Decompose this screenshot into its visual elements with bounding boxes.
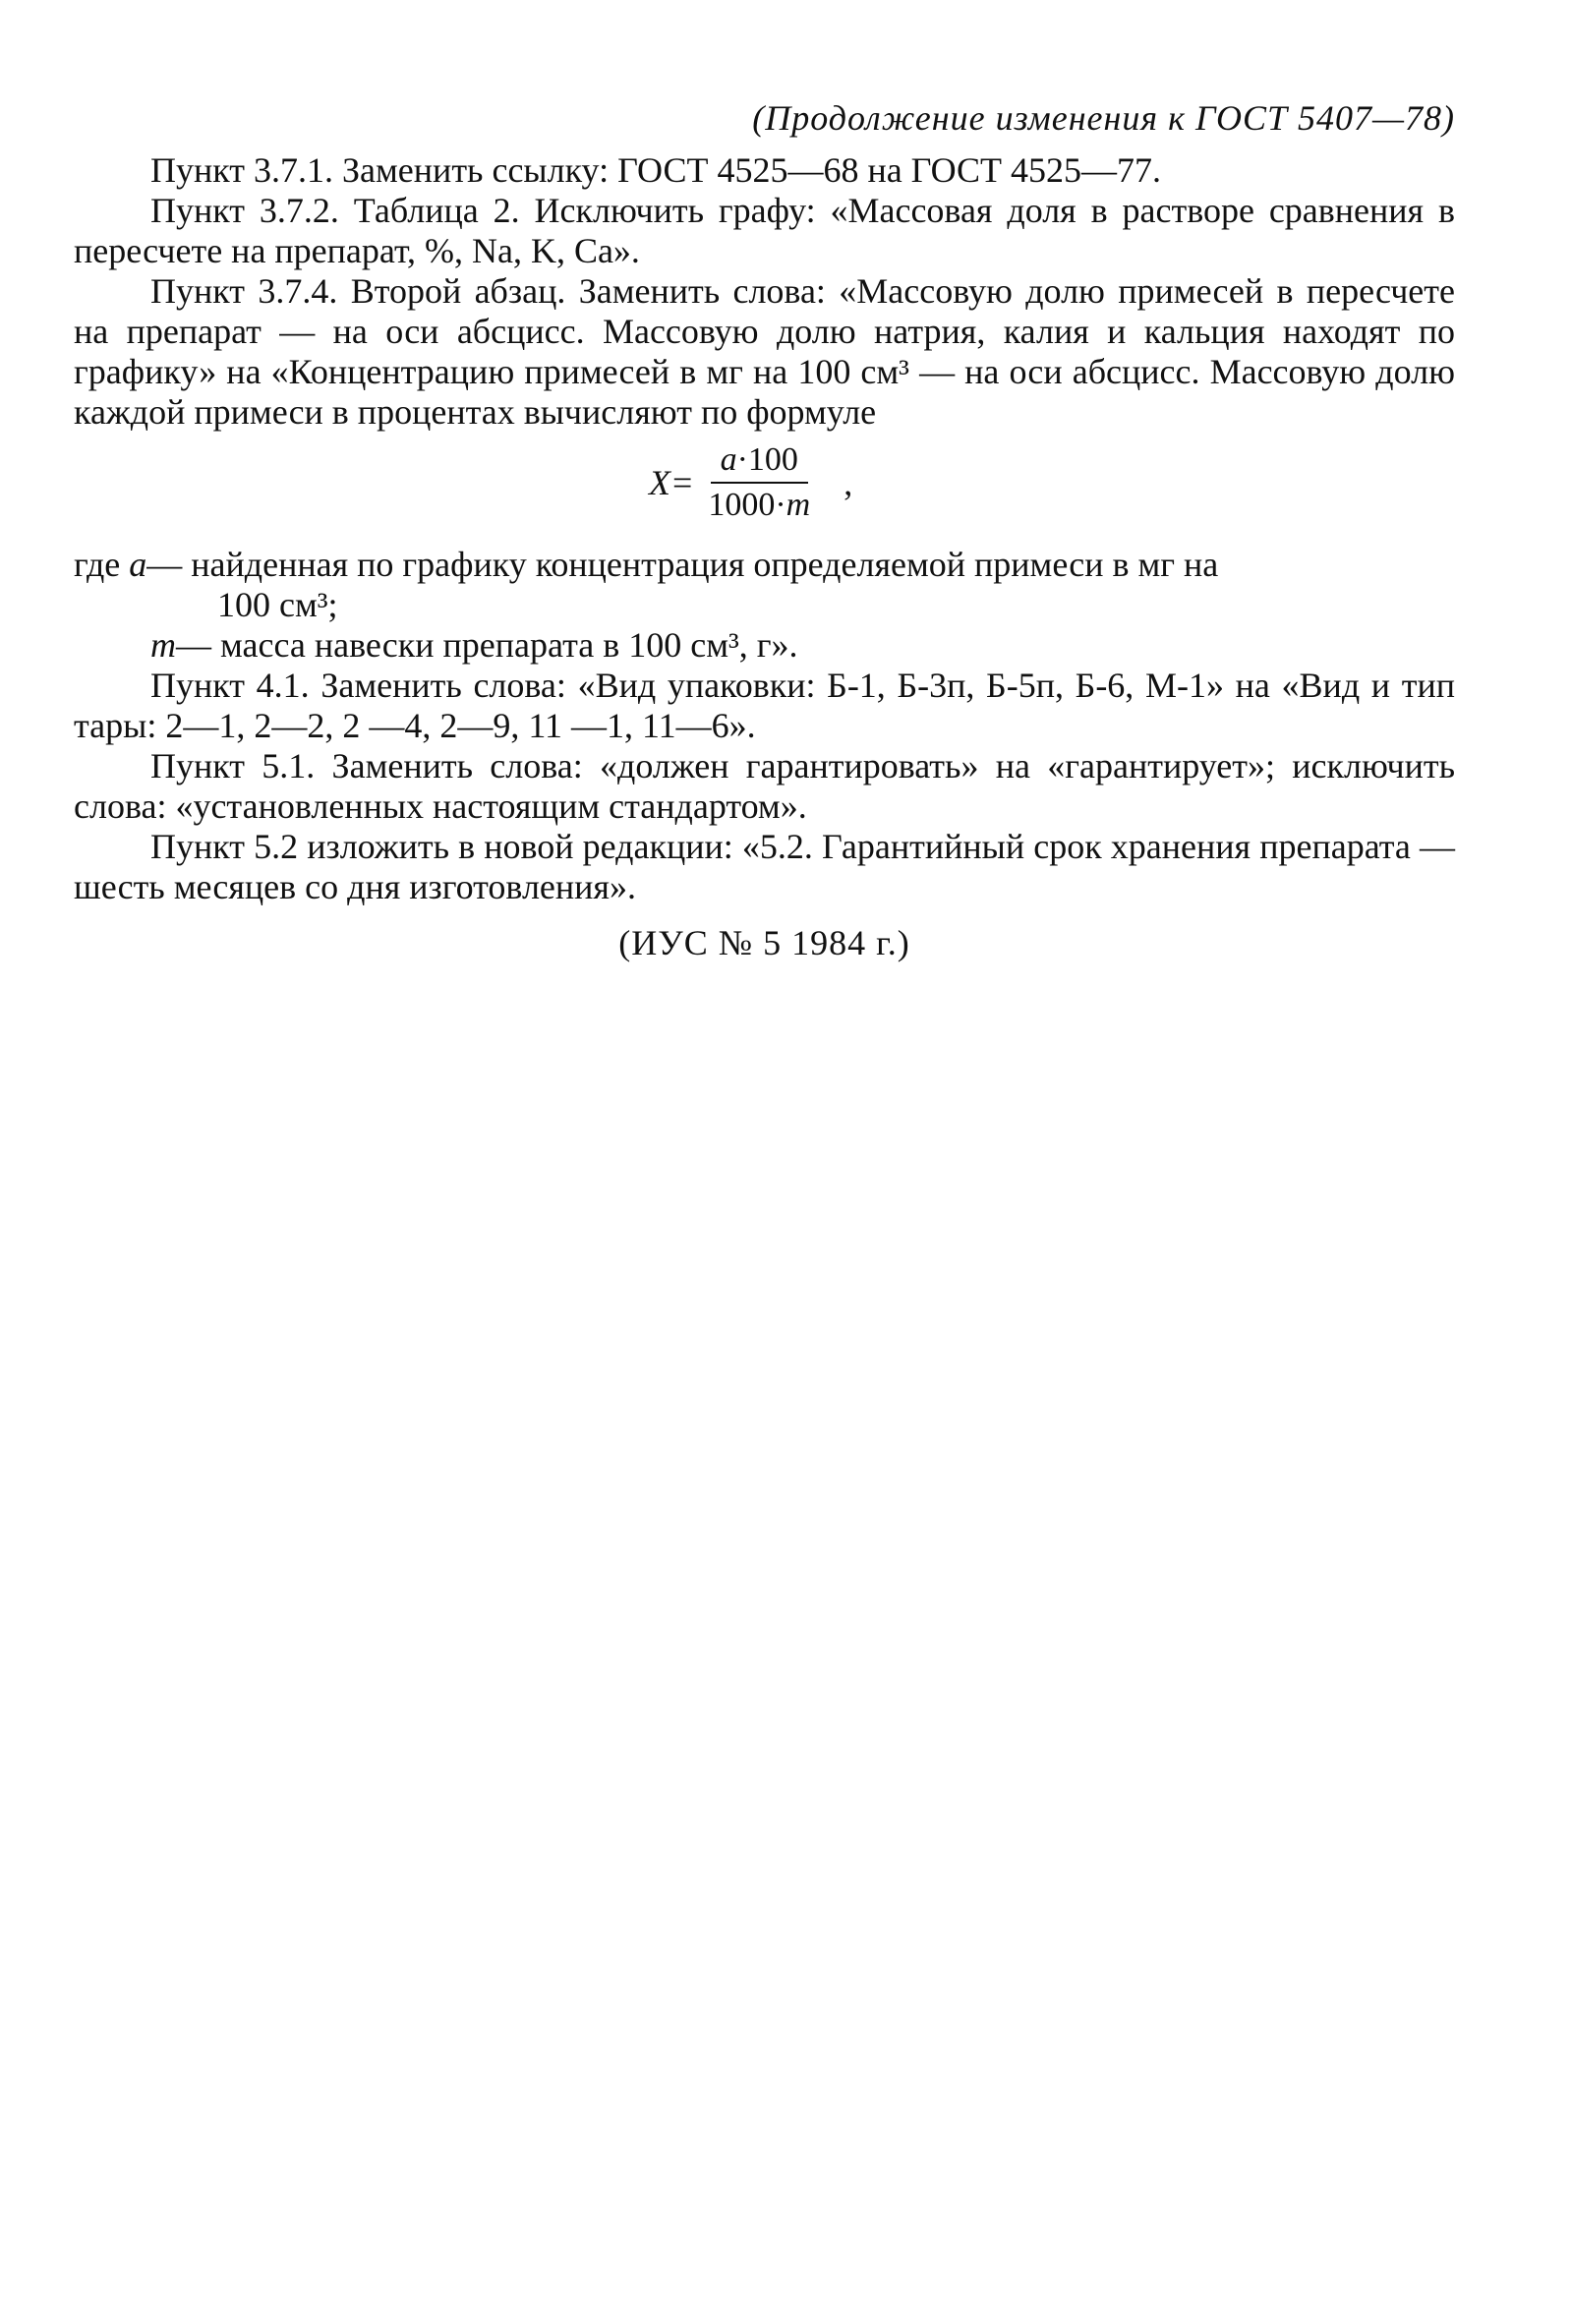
formula-denominator: [698, 484, 820, 525]
paragraph-3-7-2: Пункт 3.7.2. Таблица 2. Исключить графу: «Массовая доля в растворе сравнения в пересчете на препарат, %, Na, K, Ca».: [74, 191, 1455, 270]
denominator-var: m: [786, 487, 811, 523]
legend-a: [74, 545, 1455, 585]
legend-a-continuation: 100 см³;: [217, 585, 338, 624]
legend-m-symbol: m: [150, 625, 176, 665]
numerator-rest: ·100: [736, 441, 798, 478]
denominator-num: 1000·: [708, 487, 786, 523]
paragraph-5-2: Пункт 5.2 изложить в новой редакции: «5.2. Гарантийный срок хранения препарата — шесть месяцев со дня изготовления».: [74, 827, 1455, 906]
formula-equals: =: [672, 462, 693, 502]
legend-where: где: [74, 545, 130, 584]
legend-a-symbol: a: [129, 545, 147, 584]
paragraph-3-7-4: Пункт 3.7.4. Второй абзац. Заменить слова: «Массовую долю примесей в пересчете на препарат — на оси абсцисс. Массовую долю натрия, калия и кальция находят по графику» на «Концентрацию примесей в мг на 100 см³ — на оси абсцисс. Массовую долю каждой примеси в процентах вычисляют по формуле: [74, 271, 1455, 432]
legend-m-text: — масса навески препарата в 100 см³, г».: [176, 625, 798, 665]
formula-numerator: [711, 440, 808, 484]
formula: [74, 440, 1455, 535]
numerator-var: a: [720, 441, 737, 478]
paragraph-4-1: Пункт 4.1. Заменить слова: «Вид упаковки: Б-1, Б-3п, Б-5п, Б-6, М-1» на «Вид и тип тары: 2—1, 2—2, 2 —4, 2—9, 11 —1, 11—6».: [74, 666, 1455, 745]
source-reference: (ИУС № 5 1984 г.): [618, 923, 910, 962]
formula-lhs: X: [649, 462, 670, 502]
legend-m: [74, 625, 1455, 666]
paragraph-3-7-1: Пункт 3.7.1. Заменить ссылку: ГОСТ 4525—68 на ГОСТ 4525—77.: [150, 150, 1162, 190]
legend-a-body: [129, 545, 1455, 585]
formula-expression: [649, 440, 852, 525]
continuation-header: (Продолжение изменения к ГОСТ 5407—78): [752, 98, 1455, 138]
paragraph-5-1: Пункт 5.1. Заменить слова: «должен гарантировать» на «гарантирует»; исключить слова: «установленных настоящим стандартом».: [74, 746, 1455, 826]
formula-fraction: [698, 440, 820, 525]
formula-comma: ,: [844, 462, 853, 502]
legend-a-text: — найденная по графику концентрация определяемой примеси в мг на: [146, 545, 1219, 584]
document-body: [74, 98, 1455, 963]
